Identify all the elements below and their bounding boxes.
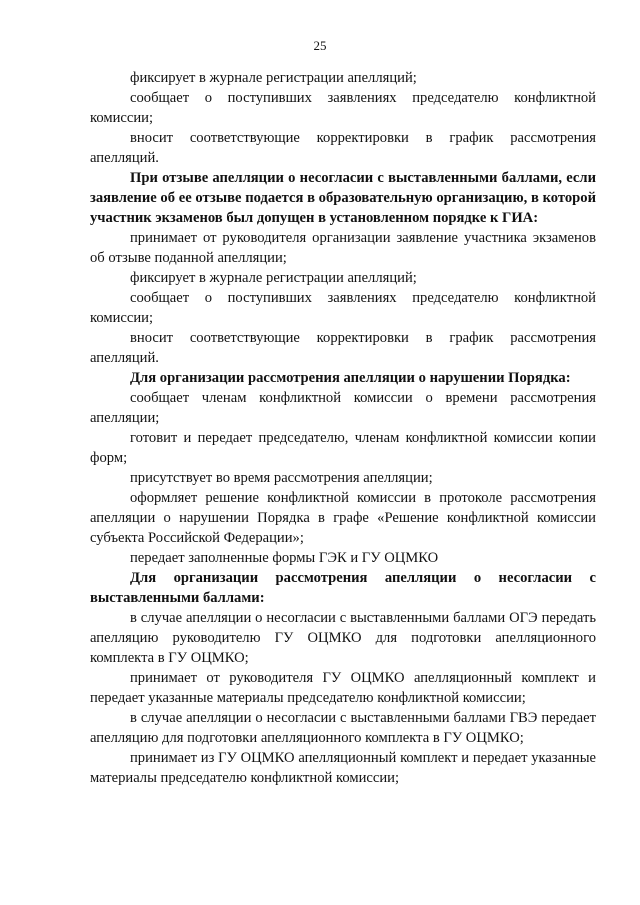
section-heading: Для организации рассмотрения апелляции о несогласии с выставленными баллами: xyxy=(90,570,596,606)
document-body xyxy=(90,68,596,788)
body-paragraph: в случае апелляции о несогласии с выставленными баллами ОГЭ передать апелляцию руководителю ГУ ОЦМКО для подготовки апелляционного комплекта в ГУ ОЦМКО; xyxy=(90,610,596,666)
body-paragraph: в случае апелляции о несогласии с выставленными баллами ГВЭ передает апелляцию для подготовки апелляционного комплекта в ГУ ОЦМКО; xyxy=(90,710,596,746)
section-heading: Для организации рассмотрения апелляции о нарушении Порядка: xyxy=(130,370,571,386)
body-paragraph: вносит соответствующие корректировки в график рассмотрения апелляций. xyxy=(90,130,596,166)
body-paragraph: принимает от руководителя ГУ ОЦМКО апелляционный комплект и передает указанные материалы председателю конфликтной комиссии; xyxy=(90,670,596,706)
body-paragraph: сообщает о поступивших заявлениях председателю конфликтной комиссии; xyxy=(90,90,596,126)
body-paragraph: сообщает о поступивших заявлениях председателю конфликтной комиссии; xyxy=(90,290,596,326)
body-paragraph: фиксирует в журнале регистрации апелляций; xyxy=(130,270,417,286)
body-paragraph: оформляет решение конфликтной комиссии в протоколе рассмотрения апелляции о нарушении Порядка в графе «Решение конфликтной комиссии субъекта Российской Федерации»; xyxy=(90,490,596,546)
body-paragraph: готовит и передает председателю, членам конфликтной комиссии копии форм; xyxy=(90,430,596,466)
section-heading: При отзыве апелляции о несогласии с выставленными баллами, если заявление об ее отзыве подается в образовательную организацию, в которой участник экзаменов был допущен в установленном порядке к ГИА: xyxy=(90,170,596,226)
body-paragraph: фиксирует в журнале регистрации апелляций; xyxy=(130,70,417,86)
page-number: 25 xyxy=(313,38,327,53)
body-paragraph: принимает из ГУ ОЦМКО апелляционный комплект и передает указанные материалы председателю конфликтной комиссии; xyxy=(90,750,596,786)
body-paragraph: вносит соответствующие корректировки в график рассмотрения апелляций. xyxy=(90,330,596,366)
body-paragraph: сообщает членам конфликтной комиссии о времени рассмотрения апелляции; xyxy=(90,390,596,426)
body-paragraph: присутствует во время рассмотрения апелляции; xyxy=(130,470,433,486)
body-paragraph: принимает от руководителя организации заявление участника экзаменов об отзыве поданной апелляции; xyxy=(90,230,596,266)
body-paragraph: передает заполненные формы ГЭК и ГУ ОЦМКО xyxy=(130,550,439,566)
